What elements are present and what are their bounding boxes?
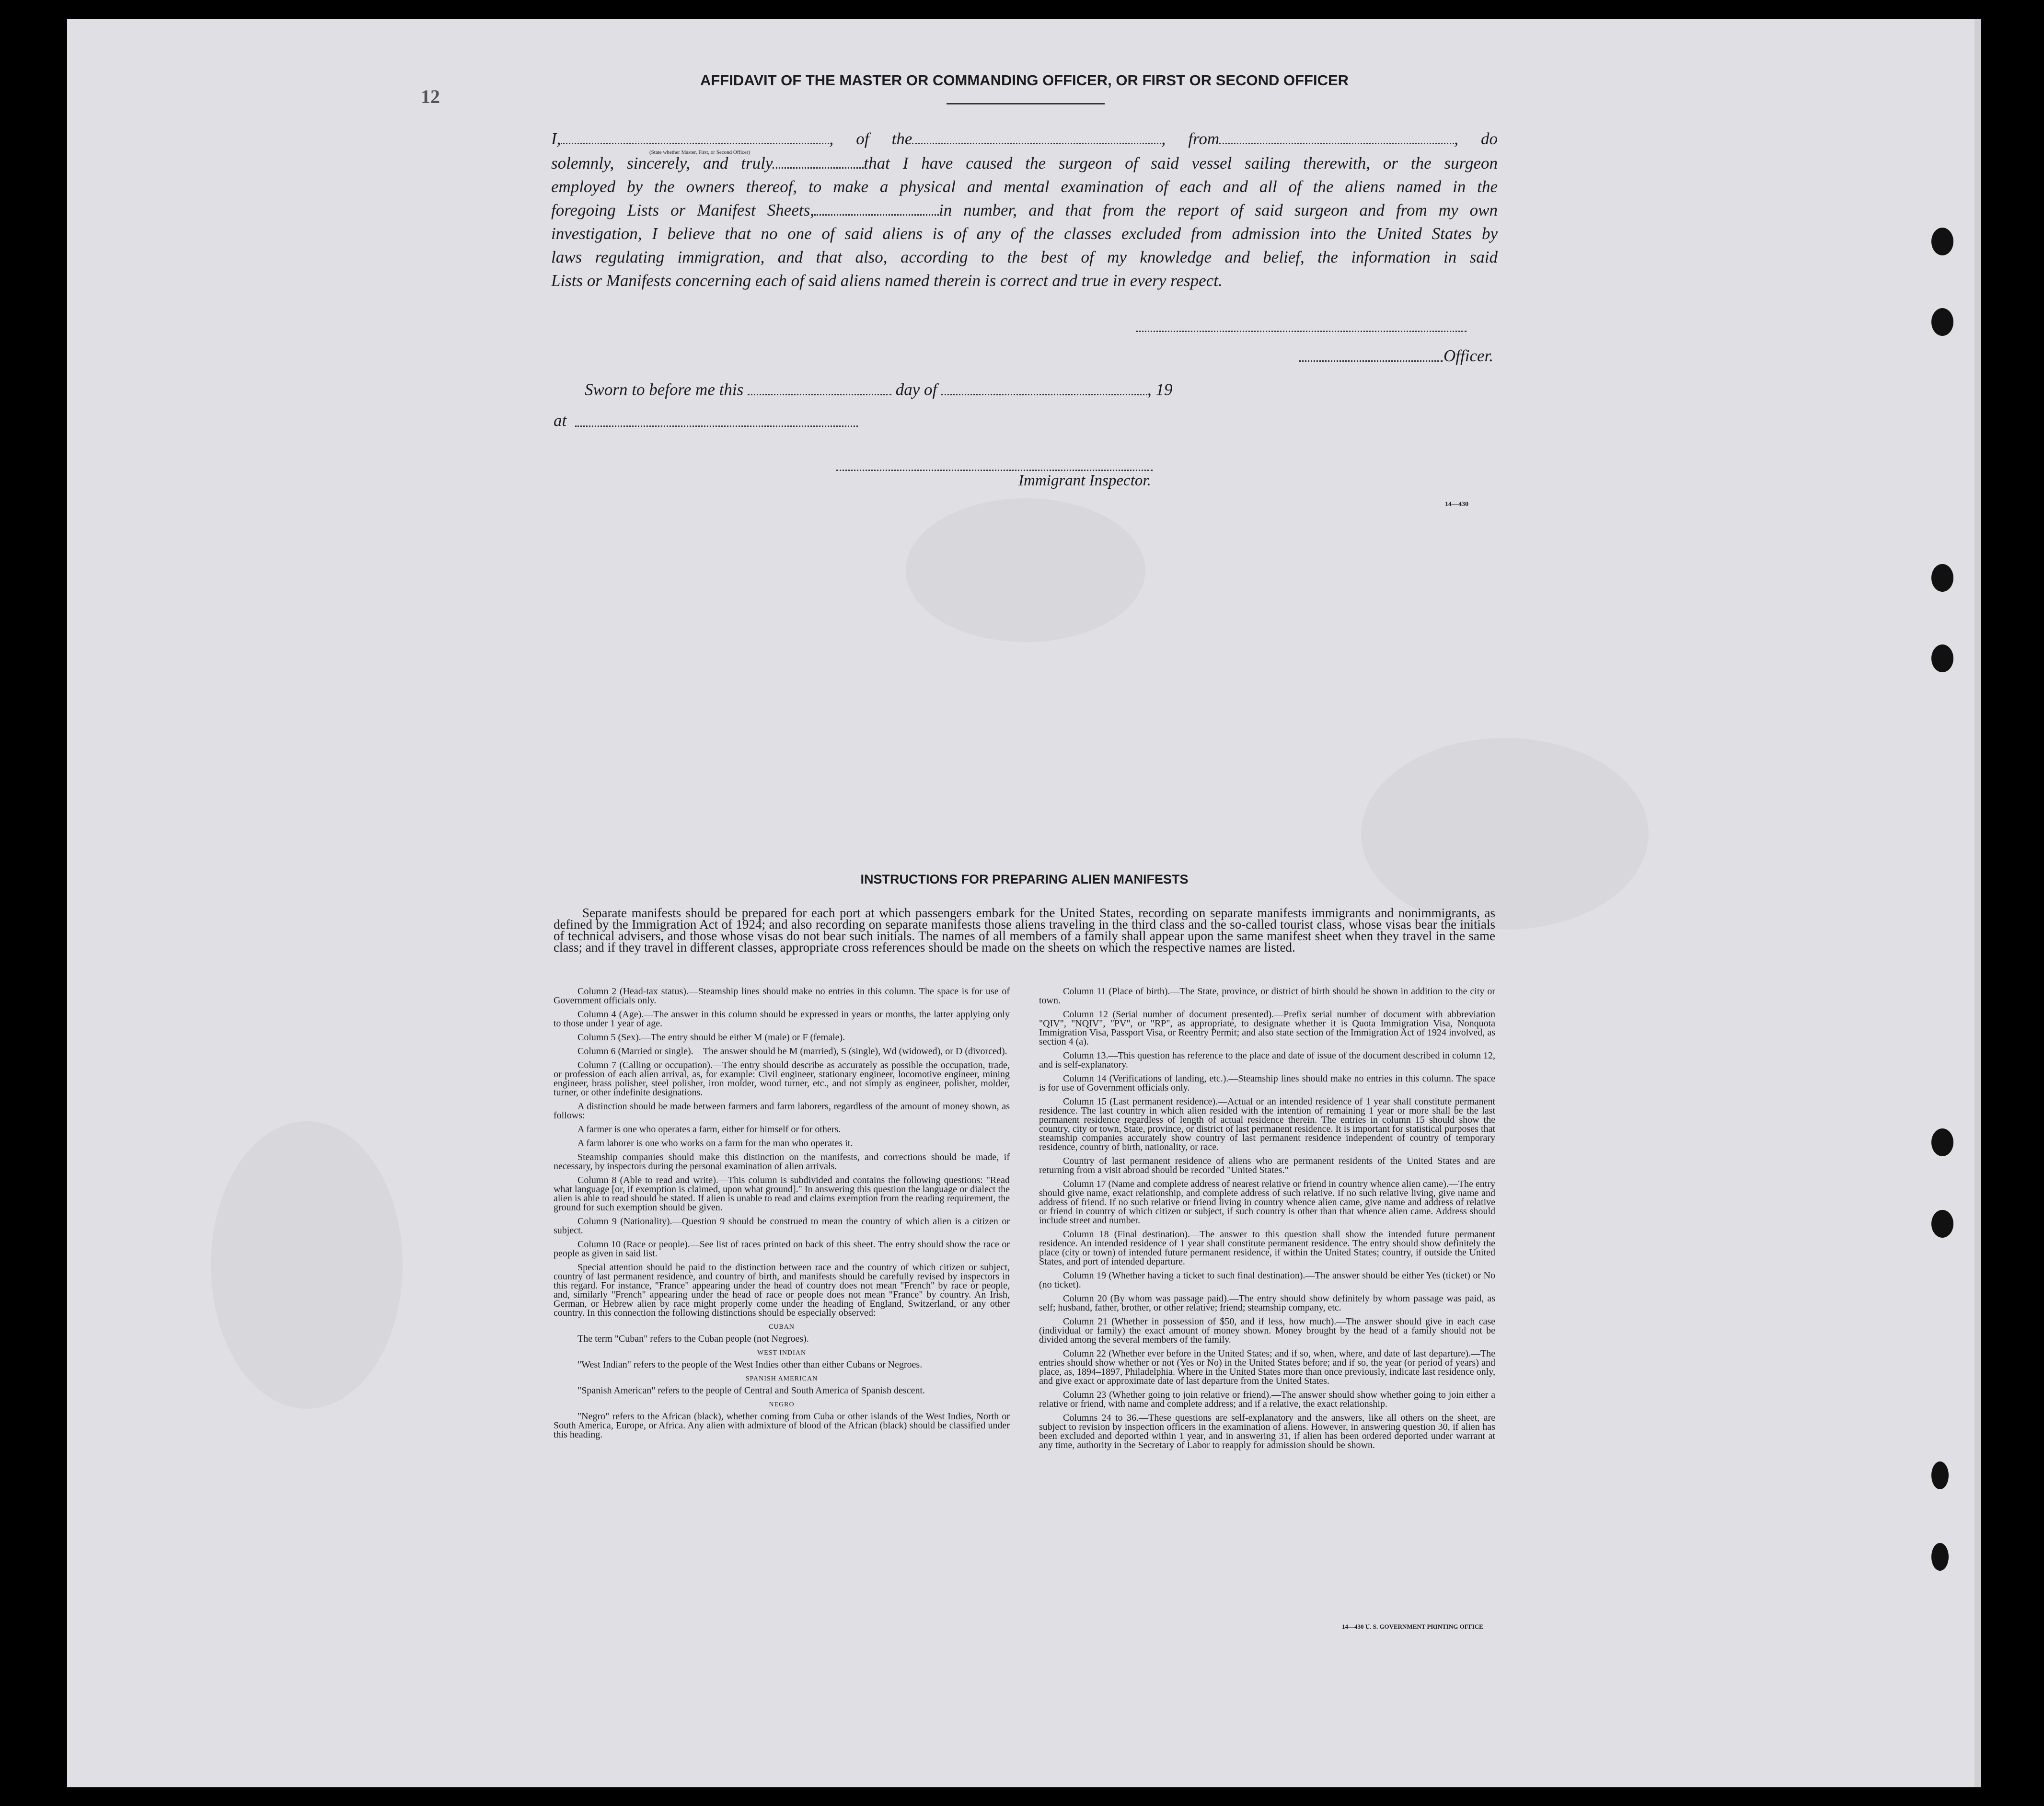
heading-cuban: CUBAN [768, 1323, 795, 1331]
sworn-line [585, 379, 1172, 400]
punch-hole [1931, 1461, 1949, 1489]
margin-mark: 12 [421, 86, 440, 107]
signature-line[interactable] [1136, 331, 1467, 332]
left-paragraph: Column 10 (Race or people).—See list of races printed on back of this sheet. The entry should show the race or people as given in said list. [554, 1239, 1010, 1259]
text: , do [1454, 129, 1498, 148]
vessel-name-blank[interactable] [912, 128, 1161, 145]
text: , of the [829, 129, 912, 148]
paper-stain [1361, 738, 1649, 930]
paper-stain [906, 498, 1145, 642]
officer-line[interactable] [1299, 360, 1443, 362]
affidavit-line-4 [551, 198, 1498, 222]
text: Sworn to before me this [585, 380, 744, 399]
punch-hole [1931, 564, 1953, 592]
heading-negro: NEGRO [769, 1401, 795, 1408]
right-paragraph: Column 13.—This question has reference to the place and date of issue of the document described in column 12, and is self-explanatory. [1039, 1050, 1495, 1070]
instructions-intro: Separate manifests should be prepared for each port at which passengers embark for the United States, recording on separate manifests immigrants and nonimmigrants, as defined by the Immigration Act of 1924; and also recording on separate manifests those aliens traveling in the third class and the so-called tourist class, whose visas bear the initials of technical advisers, and those whose visas do not bear such initials. The names of all members of a family shall appear upon the same manifest sheet when they travel in the same class; and if they travel in different classes, appropriate cross references should be made on the sheets on which the respective names are listed. [554, 906, 1495, 955]
form-number: 14—430 [1445, 501, 1468, 508]
spanish-american-text: "Spanish American" refers to the people of Central and South America of Spanish descent. [577, 1385, 925, 1396]
right-paragraph: Column 22 (Whether ever before in the United States; and if so, when, where, and date of last departure).—The entries should show whether or not (Yes or No) in the United States before; and if so, the year (or period of years) and place, as, 1894–1897, Philadelphia. Where in the United States more than once previously, indicate last residence only, and give exact or approximate date of last departure from the United States. [1039, 1348, 1495, 1386]
right-paragraph: Column 21 (Whether in possession of $50, and if less, how much).—The answer should give in each case (individual or family) the exact amount of money shown. Money brought by the head of a family should not be divided among the several members of the family. [1039, 1316, 1495, 1345]
officer-rank-blank[interactable] [561, 128, 829, 145]
text: in number, and that from the report of said surgeon and from my own [938, 201, 1498, 219]
left-paragraph: A farm laborer is one who works on a farm for the man who operates it. [577, 1138, 853, 1149]
sworn-month-blank[interactable] [941, 379, 1147, 395]
affidavit-line-1 [551, 127, 1498, 150]
right-paragraph: Country of last permanent residence of aliens who are permanent residents of the United States and are returning from a visit abroad should be recorded "United States." [1039, 1156, 1495, 1175]
title-underline [947, 103, 1105, 104]
text: solemnly, sincerely, and truly [551, 154, 773, 173]
cuban-text: The term "Cuban" refers to the Cuban people (not Negroes). [577, 1334, 809, 1344]
affidavit-line-2 [551, 151, 1498, 175]
west-indian-text: "West Indian" refers to the people of the West Indies other than either Cubans or Negroes. [577, 1359, 923, 1370]
swear-blank[interactable] [773, 152, 864, 169]
left-column [554, 987, 1010, 1444]
right-paragraph: Column 23 (Whether going to join relative or friend).—The answer should show whether going to join either a relative or friend, with name and complete address; and if a relative, the exact relationship. [1039, 1390, 1495, 1409]
right-paragraph: Column 11 (Place of birth).—The State, province, or district of birth should be shown in addition to the city or town. [1039, 986, 1495, 1006]
text: day of [895, 380, 937, 399]
affidavit-line-7: Lists or Manifests concerning each of said aliens named therein is correct and true in every respect. [551, 271, 1223, 290]
text: I, [551, 129, 561, 148]
text: that I have caused the surgeon of said vessel sailing therewith, or the surgeon [864, 154, 1498, 173]
left-paragraph: Special attention should be paid to the distinction between race and the country of which citizen or subject, country of last permanent residence, and country of birth, and manifests should be carefully revised by inspectors in this regard. For instance, "France" appearing under the head of country does not mean "French" by race or people, and, similarly "French" appearing under the head of race or people does not mean "France" by country. An Irish, German, or Hebrew alien by race might properly come under the heading of England, Switzerland, or any other country. In this connection the following distinctions should be especially observed: [554, 1262, 1010, 1318]
sworn-day-blank[interactable] [748, 379, 891, 395]
right-paragraphs [1039, 987, 1495, 1450]
punch-hole [1931, 308, 1953, 336]
right-paragraph: Column 20 (By whom was passage paid).—The entry should show definitely by whom passage was paid, as self; husband, father, brother, or other relative; friend; steamship company, etc. [1039, 1293, 1495, 1313]
affidavit-line-5: investigation, I believe that no one of said aliens is of any of the classes excluded from admission into the United States by [551, 224, 1498, 243]
inspector-signature-line[interactable] [836, 470, 1153, 471]
affidavit-title: AFFIDAVIT OF THE MASTER OR COMMANDING OFFICER, OR FIRST OR SECOND OFFICER [700, 72, 1349, 89]
affidavit-line-6: laws regulating immigration, and that also, according to the best of my knowledge and belief, the information in said [551, 248, 1498, 266]
right-paragraph: Column 14 (Verifications of landing, etc.).—Steamship lines should make no entries in this column. The space is for use of Government officials only. [1039, 1073, 1495, 1093]
printing-office-footer: 14—430 U. S. GOVERNMENT PRINTING OFFICE [1342, 1623, 1483, 1630]
text: foregoing Lists or Manifest Sheets, [551, 201, 814, 219]
number-blank[interactable] [814, 199, 939, 216]
right-paragraph: Column 17 (Name and complete address of nearest relative or friend in country whence alien came).—The entry should give name, exact relationship, and complete address of such relative. If no such relative living, give name and address of friend. If no such relative or friend living in country whence alien came, give name and address of relative or friend in country of which citizen or subject, if such country is other than that whence alien came. Address should include street and number. [1039, 1179, 1495, 1226]
left-paragraph: Column 9 (Nationality).—Question 9 should be construed to mean the country of which alien is a citizen or subject. [554, 1216, 1010, 1236]
right-column [1039, 987, 1495, 1455]
instructions-title: INSTRUCTIONS FOR PREPARING ALIEN MANIFESTS [860, 872, 1189, 886]
right-paragraph: Column 12 (Serial number of document presented).—Prefix serial number of document with abbreviation "QIV", "NQIV", "PV", or "RP", as appropriate, to designate whether it is Quota Immigration Visa, Nonquota Immigration Visa, Passport Visa, or Reentry Permit; and also state section of the Immigration Act of 1924 involved, as section 4 (a). [1039, 1009, 1495, 1047]
affidavit-line-3: employed by the owners thereof, to make a physical and mental examination of each and all of the aliens named in the [551, 177, 1498, 196]
heading-west-indian: WEST INDIAN [757, 1349, 807, 1357]
punch-hole [1931, 1128, 1953, 1156]
paper-stain [211, 1121, 403, 1409]
left-paragraph: Steamship companies should make this distinction on the manifests, and corrections should be made, if necessary, by inspectors during the personal examination of alien arrivals. [554, 1152, 1010, 1172]
right-paragraph: Column 15 (Last permanent residence).—Actual or an intended residence of 1 year shall constitute permanent residence. The last country in which alien resided with the intention of remaining 1 year or more shall be the last permanent residence regardless of length of actual residence therein. The entries in column 15 should show the country, city or town, State, province, or district of last permanent residence. It is important for statistical purposes that steamship companies accurately show country of last permanent residence independent of country of temporary residence, country of birth, nationality, or race. [1039, 1096, 1495, 1152]
left-paragraph: Column 2 (Head-tax status).—Steamship lines should make no entries in this column. The space is for use of Government officials only. [554, 986, 1010, 1006]
left-paragraph: Column 4 (Age).—The answer in this column should be expressed in years or months, the latter applying only to those under 1 year of age. [554, 1009, 1010, 1029]
left-paragraph: Column 7 (Calling or occupation).—The entry should describe as accurately as possible the occupation, trade, or profession of each alien arrival, as, for example: Civil engineer, stationary engineer, locomotive engineer, mining engineer, brass polisher, steel polisher, iron molder, wood turner, etc., and not simply as engineer, polisher, molder, turner, or other indefinite designations. [554, 1060, 1010, 1098]
right-paragraph: Column 19 (Whether having a ticket to such final destination).—The answer should be either Yes (ticket) or No (no ticket). [1039, 1270, 1495, 1290]
left-paragraphs [554, 987, 1010, 1318]
left-paragraph: Column 6 (Married or single).—The answer should be M (married), S (single), Wd (widowed), or D (divorced). [577, 1046, 1007, 1057]
text: , 19 [1147, 380, 1173, 399]
heading-spanish-american: SPANISH AMERICAN [745, 1375, 818, 1382]
text: , from [1161, 129, 1220, 148]
left-paragraph: Column 5 (Sex).—The entry should be either M (male) or F (female). [577, 1032, 845, 1043]
punch-hole [1931, 644, 1953, 672]
punch-hole [1931, 228, 1953, 255]
punch-hole [1931, 1543, 1949, 1571]
negro-text: "Negro" refers to the African (black), whether coming from Cuba or other islands of the West Indies, North or South America, Europe, or Africa. Any alien with admixture of blood of the African (black) should be classified under this heading. [554, 1411, 1010, 1440]
left-paragraph: A distinction should be made between farmers and farm laborers, regardless of the amount of money shown, as follows: [554, 1101, 1010, 1121]
at-label: at [554, 411, 567, 430]
officer-label: Officer. [1444, 346, 1494, 365]
left-paragraph: A farmer is one who operates a farm, either for himself or for others. [577, 1124, 841, 1135]
at-place-blank[interactable] [575, 426, 858, 427]
port-blank[interactable] [1219, 128, 1454, 145]
rank-note: (State whether Master, First, or Second Officer) [649, 150, 751, 155]
right-paragraph: Column 18 (Final destination).—The answer to this question shall show the intended future permanent residence. An intended residence of 1 year shall constitute permanent residence. The entry should show definitely the place (city or town) of intended future permanent residence, if within the United States; country, if outside the United States, and port of intended departure. [1039, 1229, 1495, 1267]
inspector-label: Immigrant Inspector. [1018, 472, 1151, 489]
right-paragraph: Columns 24 to 36.—These questions are self-explanatory and the answers, like all others on the sheet, are subject to revision by inspection officers in the examination of aliens. However, in answering question 30, if alien has been excluded and deported within 1 year, and in answering 31, if alien has been ordered deported under warrant at any time, authority in the Secretary of Labor to reapply for admission should be shown. [1039, 1413, 1495, 1450]
punch-hole [1931, 1210, 1953, 1238]
left-paragraph: Column 8 (Able to read and write).—This column is subdivided and contains the following questions: "Read what language [or, if exemption is claimed, upon what ground]." In answering this question the language or dialect the alien is able to read should be stated. If alien is unable to read and claims exemption from the reading requirement, the ground for such exemption should be given. [554, 1175, 1010, 1213]
